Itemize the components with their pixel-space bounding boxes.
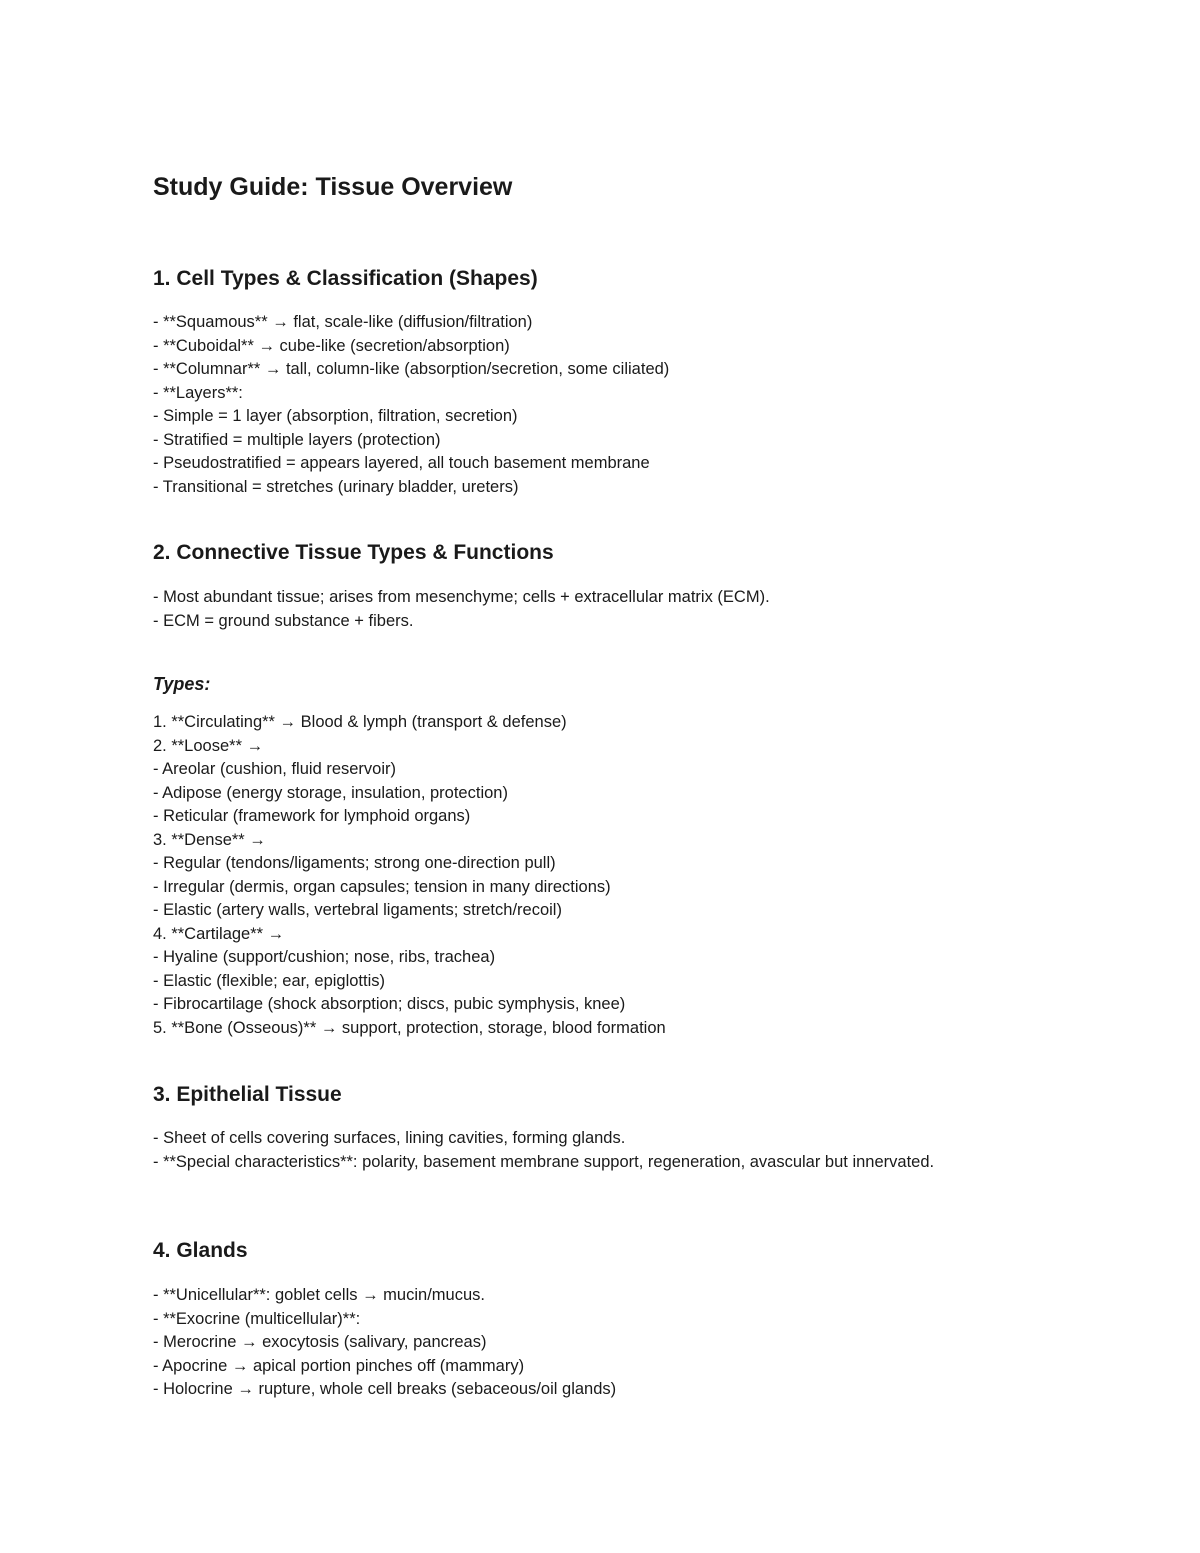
page-title: Study Guide: Tissue Overview — [153, 173, 513, 201]
list-item: - Sheet of cells covering surfaces, lining cavities, forming glands. — [153, 1129, 626, 1147]
list-item: 2. **Loose** → — [153, 736, 264, 755]
list-item: - Merocrine → exocytosis (salivary, pancreas) — [153, 1333, 487, 1351]
list-item: - Reticular (framework for lymphoid organs) — [153, 807, 471, 825]
list-item: - Pseudostratified = appears layered, all touch basement membrane — [153, 454, 650, 472]
list-item: - **Columnar** → tall, column-like (absorption/secretion, some ciliated) — [153, 360, 670, 378]
epithelial-tissue-list — [153, 1127, 1033, 1174]
list-item: - Irregular (dermis, organ capsules; tension in many directions) — [153, 877, 611, 896]
glands-list — [153, 1284, 1033, 1402]
connective-tissue-list — [153, 586, 1033, 633]
list-item: 4. **Cartilage** → — [153, 924, 285, 943]
list-item: - **Exocrine (multicellular)**: — [153, 1309, 361, 1328]
list-item: 1. **Circulating** → Blood & lymph (transport & defense) — [153, 713, 567, 731]
list-item: - Fibrocartilage (shock absorption; discs, pubic symphysis, knee) — [153, 995, 626, 1013]
list-item: - Transitional = stretches (urinary bladder, ureters) — [153, 477, 519, 496]
list-item: - Stratified = multiple layers (protection) — [153, 430, 441, 449]
list-item: - **Layers**: — [153, 383, 243, 402]
list-item: 5. **Bone (Osseous)** → support, protection, storage, blood formation — [153, 1018, 666, 1037]
list-item: - Areolar (cushion, fluid reservoir) — [153, 760, 397, 778]
list-item: - Apocrine → apical portion pinches off (mammary) — [153, 1356, 525, 1375]
list-item: - Elastic (flexible; ear, epiglottis) — [153, 971, 386, 990]
list-item: - Holocrine → rupture, whole cell breaks (sebaceous/oil glands) — [153, 1380, 617, 1398]
list-item: - **Unicellular**: goblet cells → mucin/mucus. — [153, 1286, 485, 1304]
list-item: - **Cuboidal** → cube-like (secretion/absorption) — [153, 336, 510, 355]
list-item: - **Special characteristics**: polarity, basement membrane support, regeneration, avascular but innervated. — [153, 1152, 935, 1171]
section-heading-epithelial-tissue: 3. Epithelial Tissue — [153, 1083, 342, 1106]
types-subheading: Types: — [153, 674, 211, 694]
list-item: - Hyaline (support/cushion; nose, ribs, trachea) — [153, 948, 496, 966]
section-heading-connective-tissue: 2. Connective Tissue Types & Functions — [153, 541, 554, 564]
list-item: 3. **Dense** → — [153, 830, 266, 849]
list-item: - Regular (tendons/ligaments; strong one-direction pull) — [153, 854, 556, 872]
section-heading-cell-types: 1. Cell Types & Classification (Shapes) — [153, 267, 538, 290]
list-item: - **Squamous** → flat, scale-like (diffusion/filtration) — [153, 313, 533, 331]
list-item: - Most abundant tissue; arises from mesenchyme; cells + extracellular matrix (ECM). — [153, 588, 770, 606]
list-item: - ECM = ground substance + fibers. — [153, 611, 414, 630]
list-item: - Simple = 1 layer (absorption, filtration, secretion) — [153, 407, 518, 425]
connective-types-list — [153, 711, 1033, 1040]
cell-types-list — [153, 311, 1033, 499]
list-item: - Elastic (artery walls, vertebral ligaments; stretch/recoil) — [153, 901, 562, 919]
section-heading-glands: 4. Glands — [153, 1239, 248, 1262]
list-item: - Adipose (energy storage, insulation, protection) — [153, 783, 508, 802]
